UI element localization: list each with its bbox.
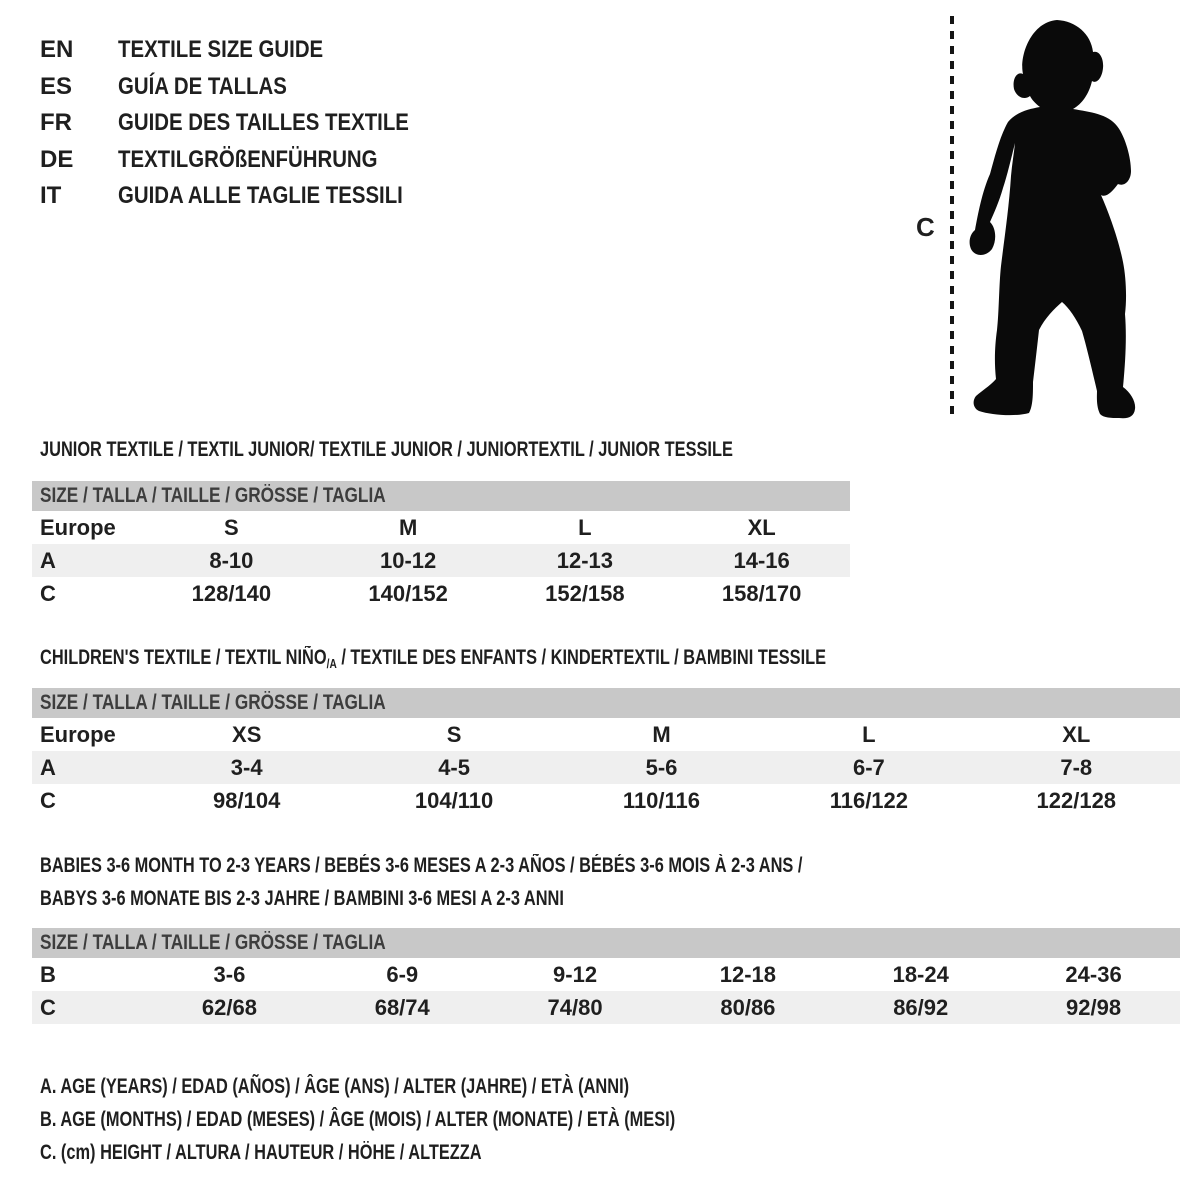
size-cell: 92/98: [1066, 994, 1122, 1020]
size-cell: 110/116: [622, 787, 701, 813]
children-size-table: [32, 688, 1180, 817]
size-cell: S: [224, 514, 239, 540]
size-header-bar: [32, 688, 1180, 718]
toddler-silhouette: [970, 20, 1136, 418]
size-cell: 68/74: [374, 994, 430, 1020]
size-cell: XS: [232, 721, 262, 747]
legend-row-a: [40, 1070, 854, 1103]
size-cell: 5-6: [645, 754, 678, 780]
junior-size-table: [32, 481, 850, 610]
language-code: ES: [40, 72, 73, 100]
title-segment: BABYS 3-6 MONATE BIS 2-3 JAHRE / BAMBINI 3-6 MESI A 2-3 ANNI: [40, 887, 564, 910]
row-label-cell: Europe: [40, 721, 116, 747]
size-cell: 24-36: [1065, 961, 1122, 987]
size-cell: XL: [747, 514, 776, 540]
guide-title-de: TEXTILGRÖßENFÜHRUNG: [118, 145, 378, 173]
size-cell: M: [652, 721, 671, 747]
language-code: EN: [40, 36, 74, 64]
section-title-line: [40, 433, 733, 466]
language-row-de: [40, 142, 460, 179]
guide-title-en: TEXTILE SIZE GUIDE: [118, 36, 324, 64]
size-cell: 86/92: [893, 994, 949, 1020]
size-row-b: [32, 958, 1180, 991]
title-segment: / TEXTILE DES ENFANTS / KINDERTEXTIL / BAMBINI TESSILE: [336, 646, 827, 669]
size-header-text: SIZE / TALLA / TAILLE / GRÖSSE / TAGLIA: [40, 691, 386, 714]
legend-height-cm: C. (cm) HEIGHT / ALTURA / HAUTEUR / HÖHE / ALTEZZA: [40, 1140, 482, 1164]
legend-row-c: [40, 1136, 854, 1169]
size-header-bar: [32, 481, 850, 511]
size-cell: 4-5: [438, 754, 470, 780]
size-row-a: [32, 751, 1180, 784]
title-segment: CHILDREN'S TEXTILE / TEXTIL NIÑO: [40, 646, 327, 669]
row-label-cell: B: [40, 961, 56, 987]
legend-row-b: [40, 1103, 854, 1136]
guide-title-es: GUÍA DE TALLAS: [118, 72, 287, 100]
size-cell: 3-6: [213, 961, 246, 987]
size-cell: 104/110: [414, 787, 494, 813]
language-row-it: [40, 178, 460, 215]
size-row-c: [32, 991, 1180, 1024]
row-label-cell: A: [40, 547, 56, 573]
size-cell: 122/128: [1036, 787, 1117, 813]
size-cell: 12-18: [719, 961, 777, 987]
size-cell: 3-4: [230, 754, 263, 780]
guide-title-it: GUIDA ALLE TAGLIE TESSILI: [118, 182, 403, 210]
language-title-list: [40, 32, 460, 215]
row-label-cell: C: [40, 994, 56, 1020]
size-cell: 74/80: [547, 994, 603, 1020]
measure-legend: [40, 1070, 854, 1169]
size-cell: 14-16: [733, 547, 790, 573]
size-cell: 152/158: [545, 580, 625, 606]
babies-size-table: [32, 928, 1180, 1024]
size-cell: XL: [1062, 721, 1091, 747]
legend-age-years: A. AGE (YEARS) / EDAD (AÑOS) / ÂGE (ANS) / ALTER (JAHRE) / ETÀ (ANNI): [40, 1074, 630, 1098]
size-cell: M: [398, 514, 418, 540]
title-segment: BABIES 3-6 MONTH TO 2-3 YEARS / BEBÉS 3-6 MESES A 2-3 AÑOS / BÉBÉS 3-6 MOIS À 2-3 ANS /: [40, 854, 803, 877]
size-row-europe: [32, 718, 1180, 751]
children-section-title: [40, 641, 826, 674]
size-cell: 18-24: [892, 961, 949, 987]
size-cell: 9-12: [553, 961, 598, 987]
size-cell: 8-10: [209, 547, 254, 573]
babies-section-title: [40, 849, 802, 915]
size-row-a: [32, 544, 850, 577]
language-row-fr: [40, 105, 460, 142]
height-measure-label: C: [916, 212, 935, 242]
size-cell: 6-9: [386, 961, 419, 987]
row-label-cell: Europe: [40, 514, 116, 540]
guide-title-fr: GUIDE DES TAILLES TEXTILE: [118, 109, 409, 137]
title-segment: JUNIOR TEXTILE / TEXTIL JUNIOR/ TEXTILE JUNIOR / JUNIORTEXTIL / JUNIOR TESSILE: [40, 438, 733, 461]
size-cell: 158/170: [721, 580, 802, 606]
size-table-grid: [32, 958, 1180, 1024]
size-cell: 7-8: [1060, 754, 1093, 780]
junior-section-title: [40, 433, 733, 466]
size-header-text: SIZE / TALLA / TAILLE / GRÖSSE / TAGLIA: [40, 931, 386, 954]
row-label-cell: A: [40, 754, 56, 780]
section-title-line: [40, 641, 826, 674]
size-row-europe: [32, 511, 850, 544]
size-cell: 12-13: [556, 547, 614, 573]
size-cell: 10-12: [379, 547, 437, 573]
size-table-grid: [32, 718, 1180, 817]
size-cell: L: [862, 721, 876, 747]
size-header-bar: [32, 928, 1180, 958]
size-cell: 116/122: [829, 787, 909, 813]
section-title-line: [40, 849, 802, 882]
size-header-text: SIZE / TALLA / TAILLE / GRÖSSE / TAGLIA: [40, 484, 386, 507]
legend-age-months: B. AGE (MONTHS) / EDAD (MESES) / ÂGE (MOIS) / ALTER (MONATE) / ETÀ (MESI): [40, 1107, 676, 1131]
language-code: FR: [40, 109, 72, 137]
row-label-cell: C: [40, 580, 56, 606]
size-row-c: [32, 577, 850, 610]
size-cell: 128/140: [191, 580, 272, 606]
section-title-line: [40, 882, 802, 915]
size-cell: 140/152: [368, 580, 448, 606]
language-code: IT: [40, 182, 62, 210]
size-cell: S: [446, 721, 462, 747]
size-cell: L: [578, 514, 592, 540]
language-code: DE: [40, 145, 74, 173]
size-cell: 98/104: [213, 787, 281, 813]
size-cell: 80/86: [720, 994, 776, 1020]
size-row-c: [32, 784, 1180, 817]
size-table-grid: [32, 511, 850, 610]
language-row-en: [40, 32, 460, 69]
row-label-cell: C: [40, 787, 56, 813]
language-row-es: [40, 69, 460, 106]
size-cell: 6-7: [852, 754, 885, 780]
title-subscript-segment: /A: [326, 656, 337, 671]
size-cell: 62/68: [201, 994, 257, 1020]
toddler-silhouette-figure: [900, 0, 1200, 430]
